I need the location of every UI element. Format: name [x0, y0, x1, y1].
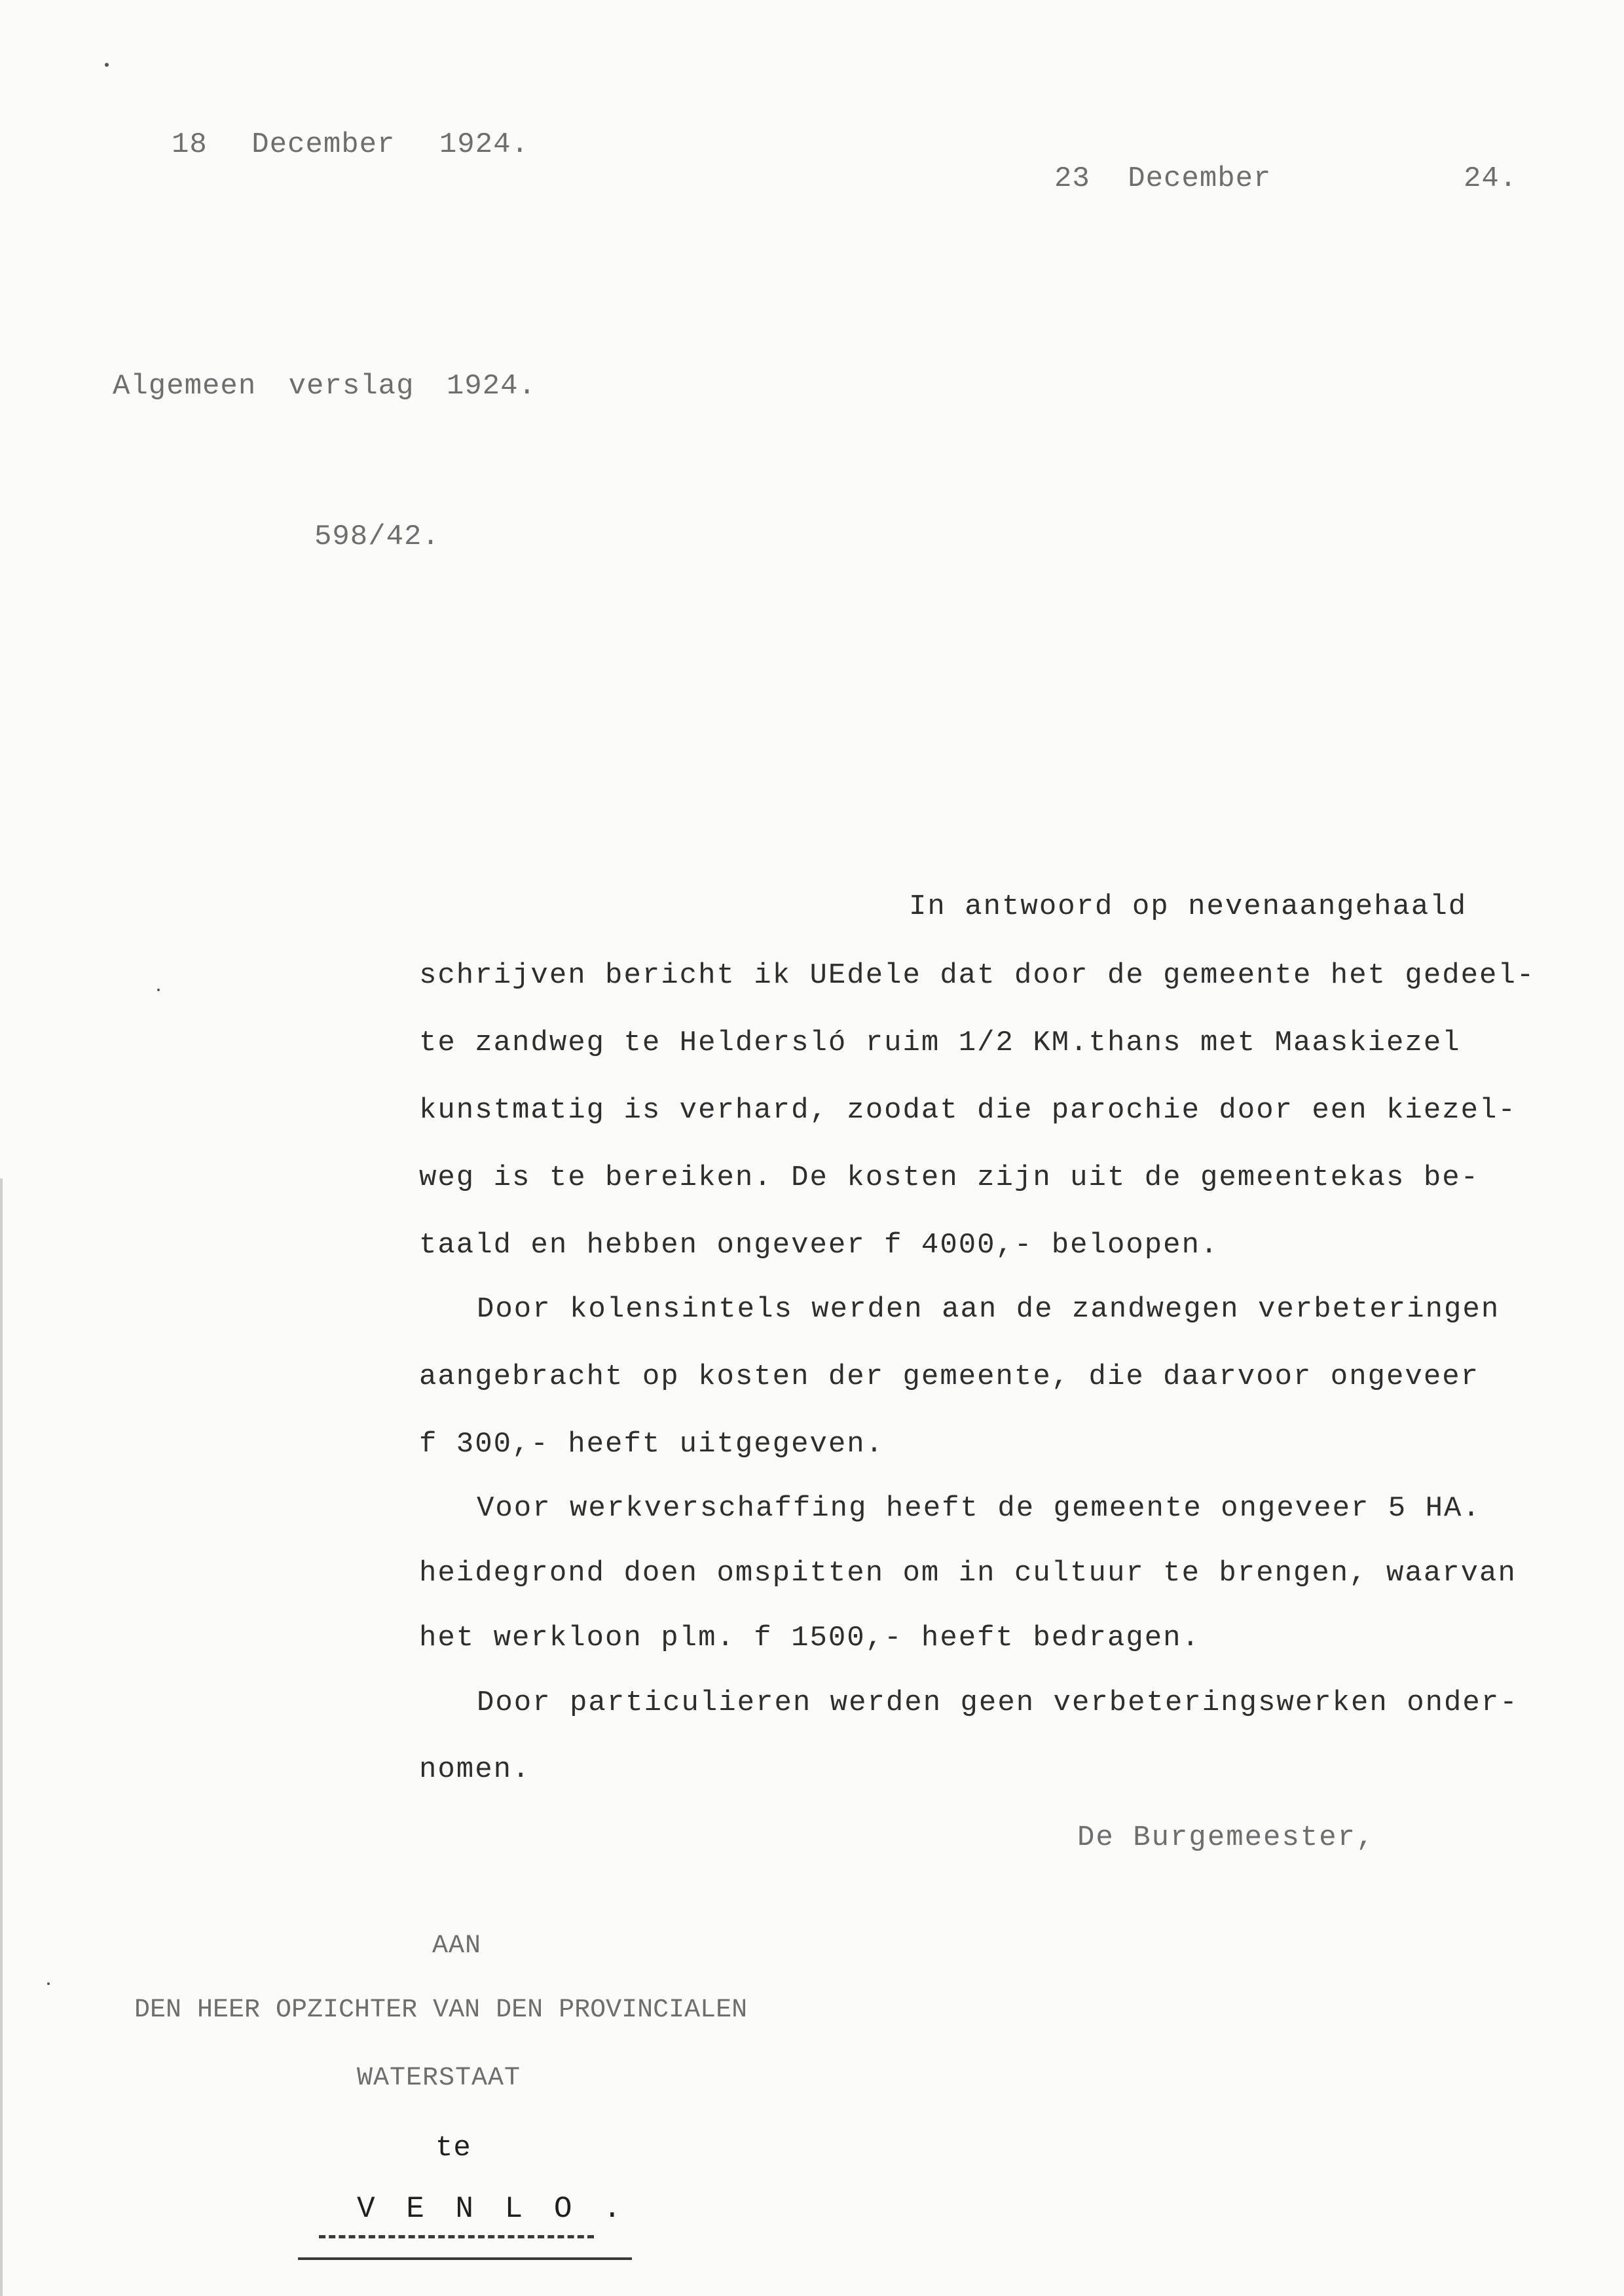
date-right-day: 23 December [1054, 162, 1272, 195]
address-line-2: WATERSTAAT [357, 2064, 521, 2093]
underline-rule [298, 2257, 632, 2260]
body-line: Door kolensintels werden aan de zandwegen verbeteringen [477, 1293, 1500, 1326]
body-line: aangebracht op kosten der gemeente, die daarvoor ongeveer [419, 1360, 1480, 1393]
address-city: V E N L O . [357, 2192, 628, 2226]
body-line: nomen. [419, 1753, 531, 1786]
signature-title: De Burgemeester, [1077, 1821, 1375, 1854]
body-line: Door particulieren werden geen verbeteringswerken onder- [477, 1686, 1519, 1719]
body-line: te zandweg te Heldersló ruim 1/2 KM.thans met Maaskiezel [419, 1027, 1461, 1059]
body-line: f 300,- heeft uitgegeven. [419, 1428, 885, 1461]
ink-speck [105, 63, 109, 67]
body-line: Voor werkverschaffing heeft de gemeente ongeveer 5 HA. [477, 1492, 1481, 1525]
body-line: schrijven bericht ik UEdele dat door de gemeente het gedeel- [419, 959, 1536, 992]
body-line: heidegrond doen omspitten om in cultuur te brengen, waarvan [419, 1557, 1517, 1590]
body-line: In antwoord op nevenaangehaald [909, 890, 1467, 923]
address-line-1: DEN HEER OPZICHTER VAN DEN PROVINCIALEN [134, 1995, 748, 2025]
ink-speck [47, 1982, 50, 1985]
subject-line: Algemeen verslag 1924. [113, 370, 536, 403]
body-line: weg is te bereiken. De kosten zijn uit de gemeentekas be- [419, 1161, 1480, 1194]
reference-number: 598/42. [314, 520, 440, 553]
address-line-3: te [435, 2132, 471, 2164]
ink-speck [157, 989, 160, 991]
underline-dashes [319, 2235, 594, 2238]
body-line: het werkloon plm. f 1500,- heeft bedragen. [419, 1622, 1200, 1654]
date-left: 18 December 1924. [172, 128, 529, 161]
date-right-year: 24. [1464, 162, 1518, 195]
body-line: taald en hebben ongeveer f 4000,- beloopen. [419, 1229, 1219, 1262]
address-to: AAN [432, 1931, 482, 1961]
page-edge-shadow [0, 1178, 3, 2296]
body-line: kunstmatig is verhard, zoodat die parochie door een kiezel- [419, 1094, 1517, 1127]
